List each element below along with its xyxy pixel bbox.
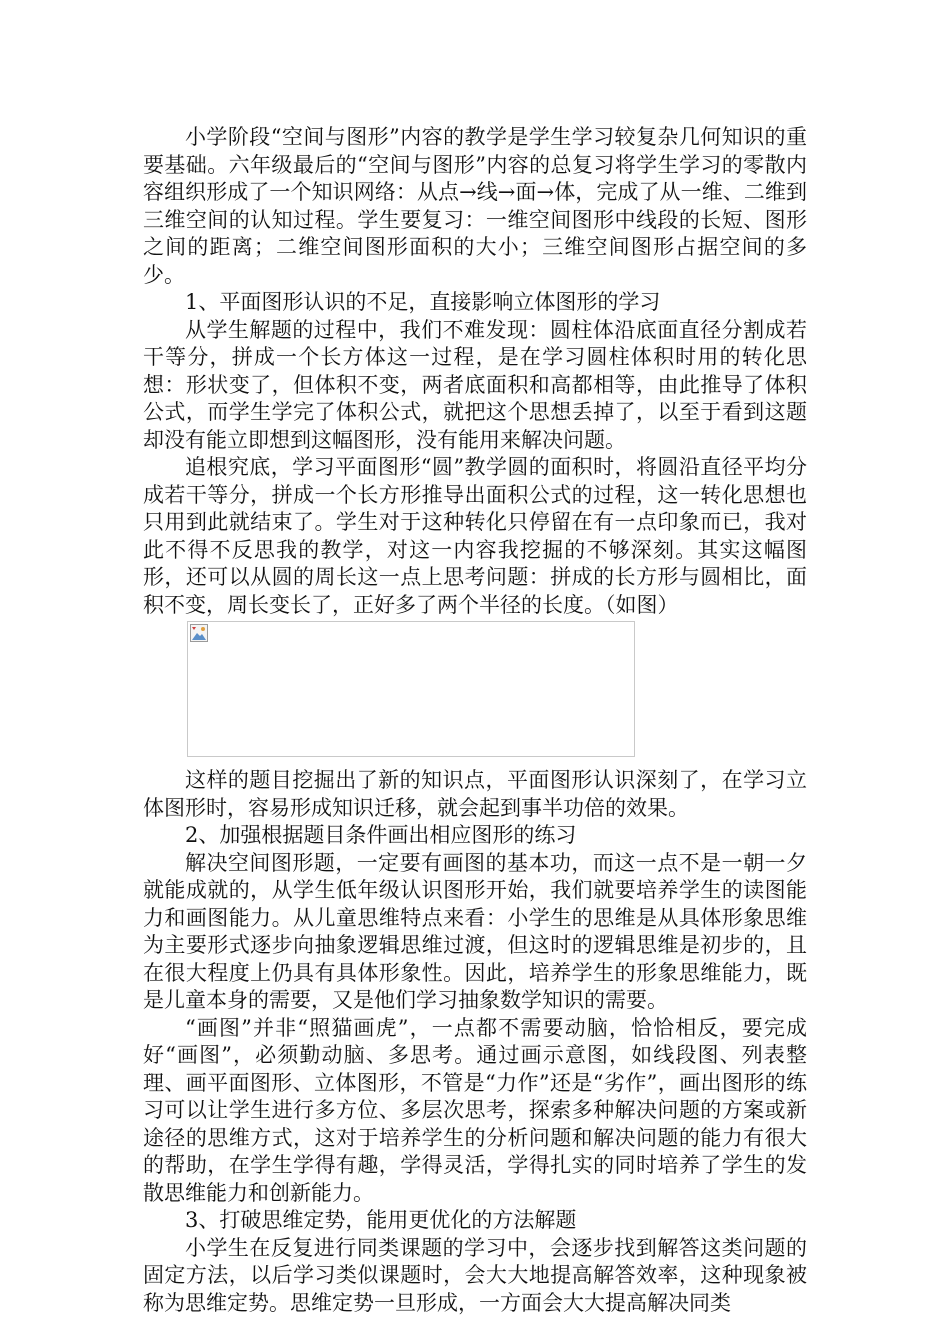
paragraph-section2-a: 解决空间图形题，一定要有画图的基本功，而这一点不是一朝一夕就能成就的，从学生低年级认识图形开始，我们就要培养学生的读图能力和画图能力。从儿童思维特点来看：小学生的思维是从具体形象思维为主要形式逐步向抽象逻辑思维过渡，但这时的逻辑思维是初步的，且在很大程度上仍具有具体形象性。因此，培养学生的形象思维能力，既是儿童本身的需要，又是他们学习抽象数学知识的需要。 bbox=[143, 850, 807, 1012]
paragraph-section1-b: 追根究底，学习平面图形“圆”教学圆的面积时，将圆沿直径平均分成若干等分，拼成一个长方形推导出面积公式的过程，这一转化思想也只用到此就结束了。学生对于这种转化只停留在有一点印象而已，我对此不得不反思我的教学，对这一内容我挖掘的不够深刻。其实这幅图形，还可以从圆的周长这一点上思考问题：拼成的长方形与圆相比，面积不变，周长变长了，正好多了两个半径的长度。（如图） bbox=[143, 455, 807, 617]
figure-placeholder bbox=[187, 621, 635, 757]
section-heading-2: 2、加强根据题目条件画出相应图形的练习 bbox=[185, 823, 577, 847]
section-heading-3: 3、打破思维定势，能用更优化的方法解题 bbox=[185, 1208, 577, 1232]
paragraph-section3-a: 小学生在反复进行同类课题的学习中，会逐步找到解答这类问题的固定方法，以后学习类似课题时，会大大地提高解答效率，这种现象被称为思维定势。思维定势一旦形成，一方面会大大提高解决同类 bbox=[143, 1235, 807, 1315]
broken-image-icon bbox=[190, 624, 208, 642]
paragraph-section1-a: 从学生解题的过程中，我们不难发现：圆柱体沿底面直径分割成若干等分，拼成一个长方体这一过程，是在学习圆柱体积时用的转化思想：形状变了，但体积不变，两者底面积和高都相等，由此推导了体积公式，而学生学完了体积公式，就把这个思想丢掉了，以至于看到这题却没有能立即想到这幅图形，没有能用来解决问题。 bbox=[143, 317, 807, 452]
paragraph-section1-c: 这样的题目挖掘出了新的知识点，平面图形认识深刻了，在学习立体图形时，容易形成知识迁移，就会起到事半功倍的效果。 bbox=[143, 768, 807, 820]
document-page bbox=[143, 124, 807, 1317]
section-heading-1: 1、平面图形认识的不足，直接影响立体图形的学习 bbox=[185, 290, 661, 314]
paragraph-intro: 小学阶段“空间与图形”内容的教学是学生学习较复杂几何知识的重要基础。六年级最后的“空间与图形”内容的总复习将学生学习的零散内容组织形成了一个知识网络：从点→线→面→体，完成了从一维、二维到三维空间的认知过程。学生要复习：一维空间图形中线段的长短、图形之间的距离；二维空间图形面积的大小；三维空间图形占据空间的多少。 bbox=[143, 125, 807, 287]
paragraph-section2-b: “画图”并非“照猫画虎”，一点都不需要动脑，恰恰相反，要完成好“画图”，必须勤动脑、多思考。通过画示意图，如线段图、列表整理、画平面图形、立体图形，不管是“力作”还是“劣作”，画出图形的练习可以让学生进行多方位、多层次思考，探索多种解决问题的方案或新途径的思维方式，这对于培养学生的分析问题和解决问题的能力有很大的帮助，在学生学得有趣，学得灵活，学得扎实的同时培养了学生的发散思维能力和创新能力。 bbox=[143, 1015, 807, 1205]
